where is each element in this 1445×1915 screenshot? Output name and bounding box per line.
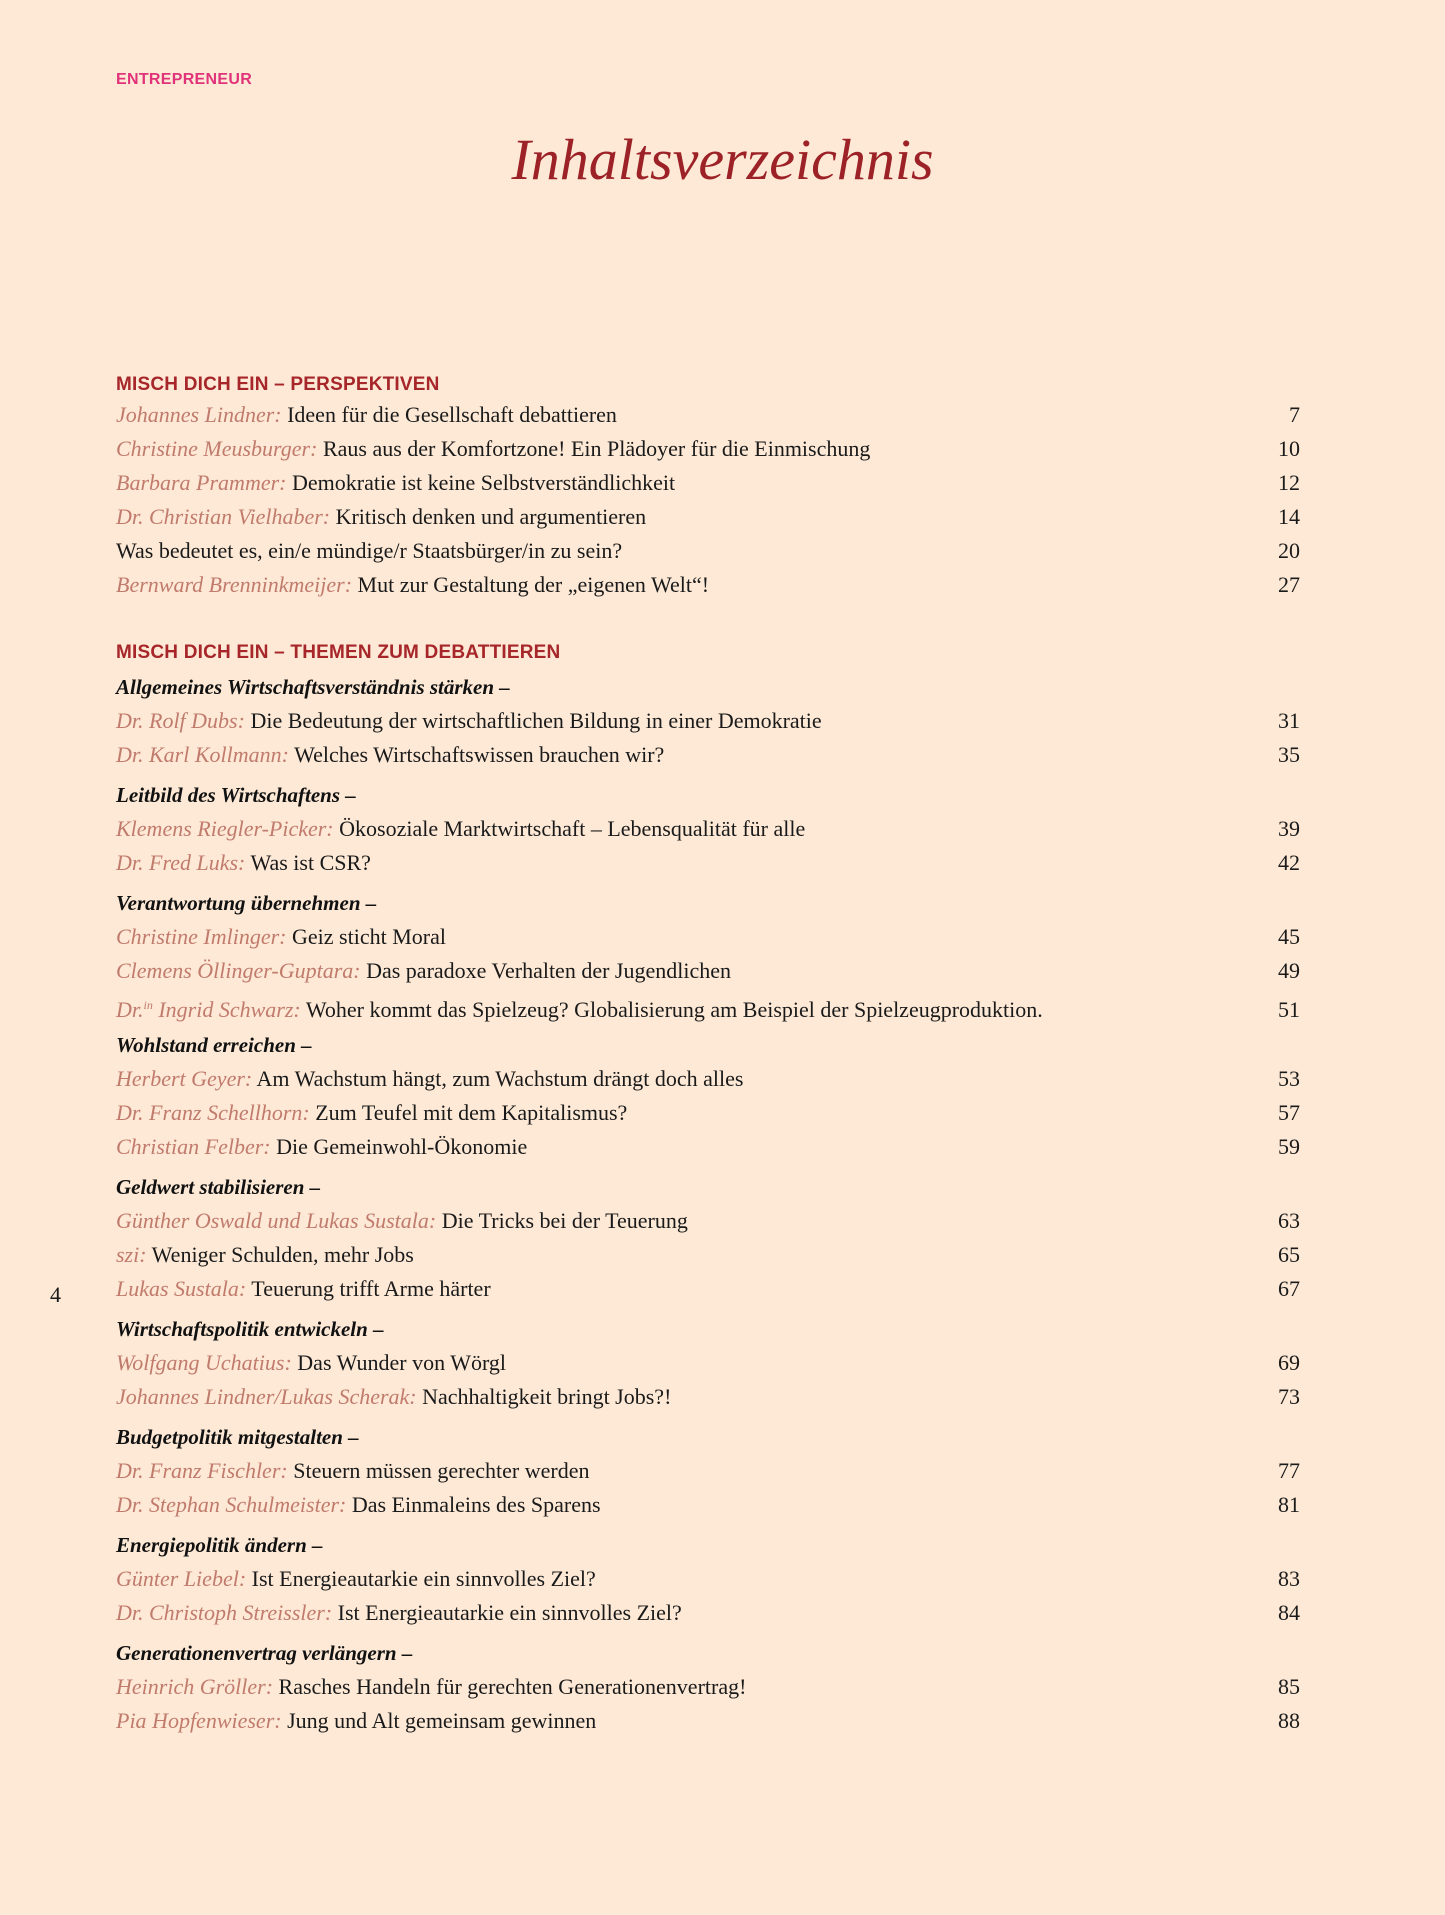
- entry-text: [116, 398, 617, 432]
- toc-entry[interactable]: [116, 846, 1300, 880]
- entry-title: Kritisch denken und argumentieren: [335, 504, 647, 529]
- toc-entry[interactable]: [116, 466, 1300, 500]
- entry-author: szi:: [116, 1242, 147, 1267]
- entry-title: Rasches Handeln für gerechten Generationenvertrag!: [278, 1674, 747, 1699]
- entry-page-number: 57: [1278, 1100, 1300, 1125]
- entry-author: Bernward Brenninkmeijer:: [116, 572, 353, 597]
- table-of-contents: [116, 372, 1300, 1738]
- entry-text: [116, 1130, 527, 1164]
- entry-page-number: 12: [1278, 470, 1300, 495]
- entry-author: Dr. Fred Luks:: [116, 850, 246, 875]
- entry-page-number: 49: [1278, 958, 1300, 983]
- entry-author: Lukas Sustala:: [116, 1276, 247, 1301]
- section-kicker: ENTREPRENEUR: [116, 71, 253, 88]
- entry-title: Jung und Alt gemeinsam gewinnen: [287, 1708, 597, 1733]
- toc-entry[interactable]: [116, 1704, 1300, 1738]
- toc-entry[interactable]: [116, 738, 1300, 772]
- toc-entry[interactable]: [116, 1670, 1300, 1704]
- entry-text: [116, 500, 646, 534]
- toc-subgroup: [116, 670, 1300, 772]
- subgroup-heading: Verantwortung übernehmen –: [116, 891, 377, 915]
- entry-text: [116, 1096, 627, 1130]
- toc-entry[interactable]: [116, 398, 1300, 432]
- entry-title: Ökosoziale Marktwirtschaft – Lebensqualität für alle: [339, 816, 806, 841]
- entry-page-number: 10: [1278, 436, 1300, 461]
- entry-title: Was bedeutet es, ein/e mündige/r Staatsbürger/in zu sein?: [116, 538, 623, 563]
- entry-author: Dr. Stephan Schulmeister:: [116, 1492, 347, 1517]
- entry-text: [116, 1272, 491, 1306]
- toc-entry[interactable]: [116, 1062, 1300, 1096]
- toc-subgroup: [116, 1170, 1300, 1306]
- entry-author: Dr. Christian Vielhaber:: [116, 504, 331, 529]
- subgroup-heading: Generationenvertrag verlängern –: [116, 1641, 413, 1665]
- toc-entry[interactable]: [116, 920, 1300, 954]
- entry-title: Das paradoxe Verhalten der Jugendlichen: [366, 958, 731, 983]
- toc-entry[interactable]: [116, 500, 1300, 534]
- entry-text: [116, 1704, 596, 1738]
- page-title: Inhaltsverzeichnis: [511, 127, 934, 192]
- entry-title: Ist Energieautarkie ein sinnvolles Ziel?: [251, 1566, 596, 1591]
- entry-title: Woher kommt das Spielzeug? Globalisierung am Beispiel der Spielzeugproduktion.: [305, 997, 1043, 1022]
- entry-author: Dr. Rolf Dubs:: [116, 708, 245, 733]
- entry-author: Dr.$^{in}$ Ingrid Schwarz:: [116, 997, 301, 1022]
- entry-title: Die Bedeutung der wirtschaftlichen Bildung in einer Demokratie: [250, 708, 822, 733]
- entry-text: [116, 1670, 746, 1704]
- entry-text: [116, 534, 622, 568]
- toc-entry[interactable]: [116, 1596, 1300, 1630]
- entry-title: Mut zur Gestaltung der „eigenen Welt“!: [357, 572, 710, 597]
- entry-title: Raus aus der Komfortzone! Ein Plädoyer für die Einmischung: [322, 436, 871, 461]
- entry-author: Dr. Karl Kollmann:: [116, 742, 289, 767]
- entry-author: Johannes Lindner/Lukas Scherak:: [116, 1384, 417, 1409]
- entry-title: Demokratie ist keine Selbstverständlichkeit: [292, 470, 676, 495]
- toc-section-perspektiven: [116, 372, 1300, 602]
- entry-title: Weniger Schulden, mehr Jobs: [151, 1242, 414, 1267]
- toc-subgroup: [116, 1028, 1300, 1164]
- subgroup-heading: Allgemeines Wirtschaftsverständnis stärken –: [116, 675, 510, 699]
- section-heading: MISCH DICH EIN – PERSPEKTIVEN: [116, 374, 440, 395]
- entry-page-number: 59: [1278, 1134, 1300, 1159]
- entry-author: Johannes Lindner:: [116, 402, 282, 427]
- entry-author: Barbara Prammer:: [116, 470, 287, 495]
- entry-page-number: 7: [1289, 402, 1300, 427]
- entry-page-number: 14: [1278, 504, 1300, 529]
- entry-author: Dr. Franz Schellhorn:: [116, 1100, 310, 1125]
- toc-entry[interactable]: [116, 1454, 1300, 1488]
- group-list: [116, 670, 1300, 1738]
- entry-page-number: 51: [1278, 997, 1300, 1022]
- subgroup-heading: Leitbild des Wirtschaftens –: [116, 783, 356, 807]
- entry-title: Die Tricks bei der Teuerung: [441, 1208, 688, 1233]
- entry-text: [116, 1596, 682, 1630]
- entry-page-number: 73: [1278, 1384, 1300, 1409]
- entry-page-number: 42: [1278, 850, 1300, 875]
- entry-text: [116, 1204, 688, 1238]
- entry-text: [116, 1380, 671, 1414]
- entry-author: Heinrich Gröller:: [116, 1674, 274, 1699]
- entry-text: [116, 1454, 590, 1488]
- entry-author: Dr. Franz Fischler:: [116, 1458, 288, 1483]
- entry-page-number: 67: [1278, 1276, 1300, 1301]
- toc-entry[interactable]: [116, 988, 1300, 1022]
- entry-page-number: 65: [1278, 1242, 1300, 1267]
- entry-text: [116, 466, 675, 500]
- toc-entry[interactable]: [116, 704, 1300, 738]
- entry-title: Teuerung trifft Arme härter: [251, 1276, 491, 1301]
- entry-title: Nachhaltigkeit bringt Jobs?!: [422, 1384, 672, 1409]
- entry-title: Ist Energieautarkie ein sinnvolles Ziel?: [337, 1600, 682, 1625]
- entry-author: Wolfgang Uchatius:: [116, 1350, 292, 1375]
- entry-text: [116, 988, 1043, 1027]
- entry-author: Christine Imlinger:: [116, 924, 287, 949]
- entry-text: [116, 1062, 743, 1096]
- toc-section-themen: [116, 640, 1300, 1738]
- toc-entry[interactable]: [116, 1562, 1300, 1596]
- entry-text: [116, 954, 731, 988]
- toc-entry[interactable]: [116, 1272, 1300, 1306]
- subgroup-heading: Budgetpolitik mitgestalten –: [116, 1425, 359, 1449]
- entry-title: Das Einmaleins des Sparens: [351, 1492, 601, 1517]
- entry-text: [116, 738, 664, 772]
- entry-page-number: 39: [1278, 816, 1300, 841]
- toc-entry[interactable]: [116, 1488, 1300, 1522]
- entry-page-number: 31: [1278, 708, 1300, 733]
- subgroup-heading: Wirtschaftspolitik entwickeln –: [116, 1317, 384, 1341]
- entry-title: Am Wachstum hängt, zum Wachstum drängt doch alles: [256, 1066, 744, 1091]
- toc-entry[interactable]: [116, 954, 1300, 988]
- entry-text: [116, 704, 822, 738]
- toc-entry[interactable]: [116, 812, 1300, 846]
- entry-title: Zum Teufel mit dem Kapitalismus?: [315, 1100, 628, 1125]
- entry-list: [116, 398, 1300, 602]
- entry-page-number: 69: [1278, 1350, 1300, 1375]
- entry-page-number: 45: [1278, 924, 1300, 949]
- toc-subgroup: [116, 778, 1300, 880]
- toc-subgroup: [116, 886, 1300, 1022]
- toc-subgroup: [116, 1312, 1300, 1414]
- entry-text: [116, 812, 805, 846]
- entry-page-number: 53: [1278, 1066, 1300, 1091]
- toc-entry[interactable]: [116, 1346, 1300, 1380]
- entry-author: Pia Hopfenwieser:: [116, 1708, 282, 1733]
- entry-author: Günter Liebel:: [116, 1566, 247, 1591]
- toc-entry[interactable]: [116, 432, 1300, 466]
- entry-author: Herbert Geyer:: [116, 1066, 253, 1091]
- toc-subgroup: [116, 1420, 1300, 1522]
- entry-title: Geiz sticht Moral: [292, 924, 446, 949]
- entry-page-number: 20: [1278, 538, 1300, 563]
- entry-author: Dr. Christoph Streissler:: [116, 1600, 333, 1625]
- page-number: 4: [50, 1282, 61, 1307]
- entry-page-number: 84: [1278, 1600, 1300, 1625]
- entry-text: [116, 846, 371, 880]
- entry-page-number: 88: [1278, 1708, 1300, 1733]
- entry-author: Christian Felber:: [116, 1134, 271, 1159]
- entry-page-number: 63: [1278, 1208, 1300, 1233]
- entry-page-number: 27: [1278, 572, 1300, 597]
- entry-title: Die Gemeinwohl-Ökonomie: [276, 1134, 528, 1159]
- toc-entry[interactable]: [116, 1380, 1300, 1414]
- entry-page-number: 85: [1278, 1674, 1300, 1699]
- toc-entry[interactable]: [116, 534, 1300, 568]
- entry-text: [116, 1562, 596, 1596]
- entry-text: [116, 432, 870, 466]
- entry-text: [116, 568, 709, 602]
- toc-subgroup: [116, 1528, 1300, 1630]
- entry-text: [116, 1346, 506, 1380]
- entry-title: Steuern müssen gerechter werden: [293, 1458, 590, 1483]
- entry-text: [116, 920, 446, 954]
- toc-entry[interactable]: [116, 1204, 1300, 1238]
- entry-author: Clemens Öllinger-Guptara:: [116, 958, 361, 983]
- entry-page-number: 81: [1278, 1492, 1300, 1517]
- entry-author: Günther Oswald und Lukas Sustala:: [116, 1208, 437, 1233]
- toc-entry[interactable]: [116, 1096, 1300, 1130]
- toc-subgroup: [116, 1636, 1300, 1738]
- entry-text: [116, 1488, 601, 1522]
- entry-author: Klemens Riegler-Picker:: [116, 816, 334, 841]
- section-heading: MISCH DICH EIN – THEMEN ZUM DEBATTIEREN: [116, 642, 561, 663]
- entry-page-number: 83: [1278, 1566, 1300, 1591]
- entry-title: Ideen für die Gesellschaft debattieren: [287, 402, 617, 427]
- entry-title: Das Wunder von Wörgl: [297, 1350, 506, 1375]
- subgroup-heading: Wohlstand erreichen –: [116, 1033, 312, 1057]
- entry-text: [116, 1238, 414, 1272]
- entry-title: Was ist CSR?: [250, 850, 371, 875]
- entry-page-number: 35: [1278, 742, 1300, 767]
- entry-page-number: 77: [1278, 1458, 1300, 1483]
- subgroup-heading: Geldwert stabilisieren –: [116, 1175, 321, 1199]
- entry-author: Christine Meusburger:: [116, 436, 318, 461]
- subgroup-heading: Energiepolitik ändern –: [116, 1533, 323, 1557]
- toc-entry[interactable]: [116, 568, 1300, 602]
- toc-entry[interactable]: [116, 1130, 1300, 1164]
- entry-title: Welches Wirtschaftswissen brauchen wir?: [294, 742, 665, 767]
- toc-entry[interactable]: [116, 1238, 1300, 1272]
